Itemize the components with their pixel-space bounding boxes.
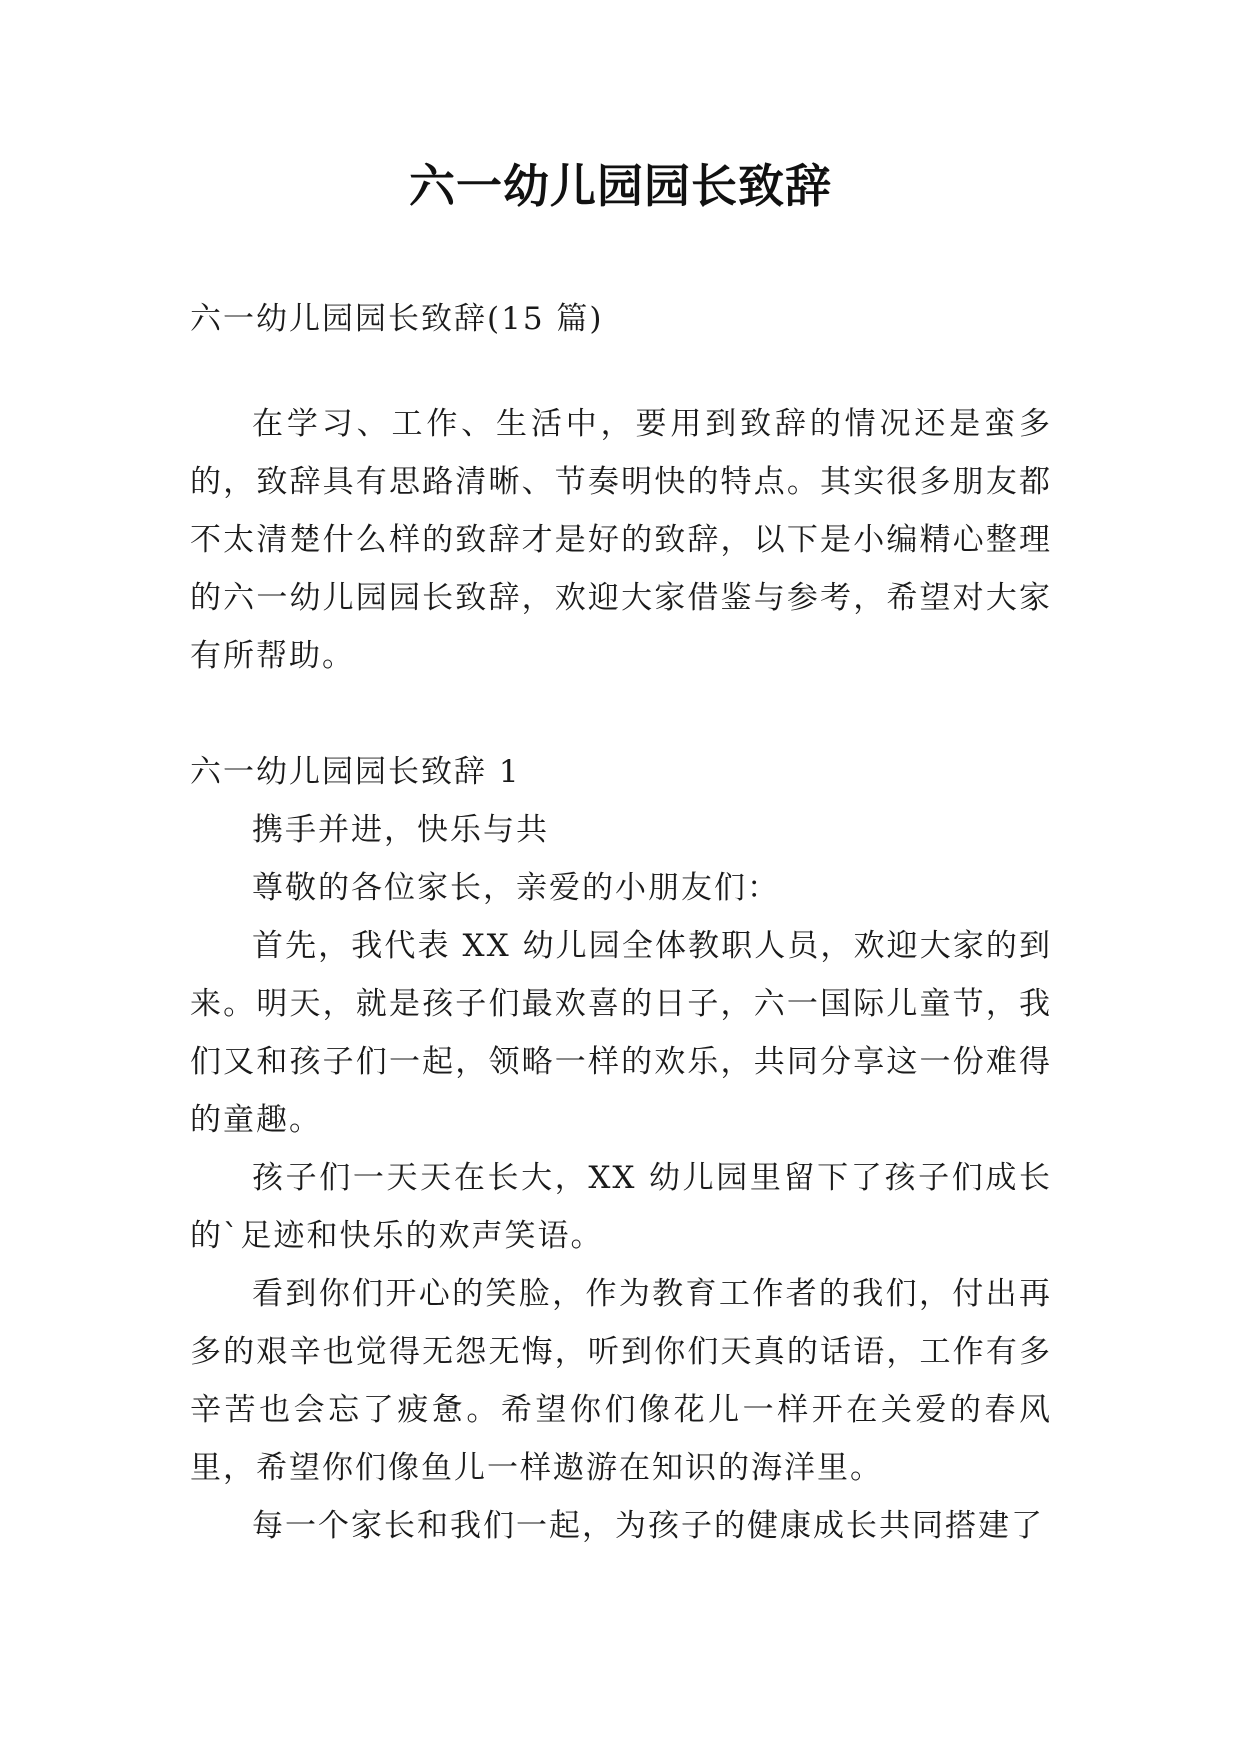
document-title: 六一幼儿园园长致辞 [409,159,832,213]
section-heading: 六一幼儿园园长致辞 1 [190,754,521,790]
document-body [190,290,1052,1555]
section-paragraph: 孩子们一天天在长大，XX 幼儿园里留下了孩子们成长的`足迹和快乐的欢声笑语。 [190,1160,1052,1254]
section-paragraph: 首先，我代表 XX 幼儿园全体教职人员，欢迎大家的到来。明天，就是孩子们最欢喜的日子，六一国际儿童节，我们又和孩子们一起，领略一样的欢乐，共同分享这一份难得的童趣。 [190,928,1052,1138]
section-1 [190,743,1052,1555]
section-paragraph: 看到你们开心的笑脸，作为教育工作者的我们，付出再多的艰辛也觉得无怨无悔，听到你们天真的话语，工作有多辛苦也会忘了疲惫。希望你们像花儿一样开在关爱的春风里，希望你们像鱼儿一样遨游在知识的海洋里。 [190,1276,1052,1486]
section-paragraph: 每一个家长和我们一起，为孩子的健康成长共同搭建了 [252,1508,1044,1544]
document-subtitle: 六一幼儿园园长致辞(15 篇) [190,301,604,337]
section-paragraph: 尊敬的各位家长，亲爱的小朋友们： [252,870,780,906]
section-paragraph: 携手并进，快乐与共 [252,812,549,848]
intro-paragraph: 在学习、工作、生活中，要用到致辞的情况还是蛮多的，致辞具有思路清晰、节奏明快的特点。其实很多朋友都不太清楚什么样的致辞才是好的致辞，以下是小编精心整理的六一幼儿园园长致辞，欢迎大家借鉴与参考，希望对大家有所帮助。 [190,406,1052,674]
